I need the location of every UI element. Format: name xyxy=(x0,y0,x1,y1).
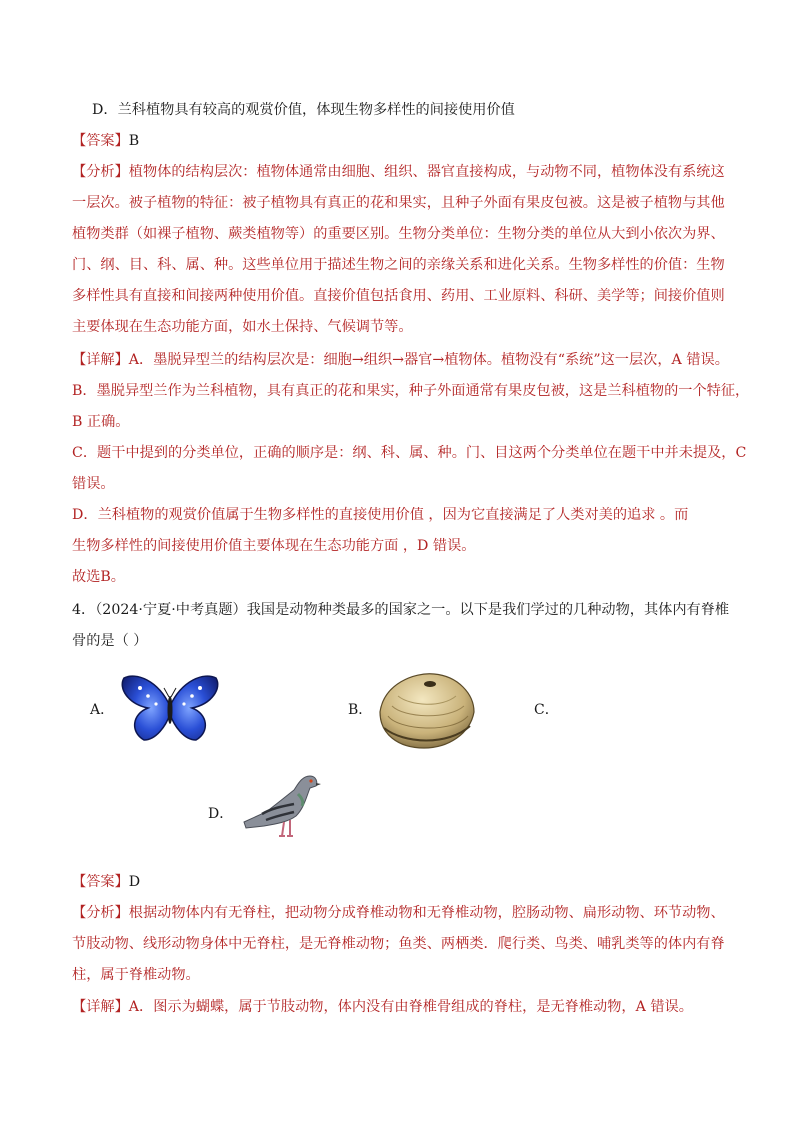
detail-tag: 【详解】 xyxy=(72,999,129,1015)
option-b-label: B． xyxy=(348,702,373,718)
q3-analysis-line: 一层次。被子植物的特征：被子植物具有真正的花和果实，且种子外面有果皮包被。这是被子植物与其他 xyxy=(72,195,725,211)
q3-detail-line: B．墨脱异型兰作为兰科植物，具有真正的花和果实，种子外面通常有果皮包被，这是兰科植物的一个特征， xyxy=(72,383,750,399)
answer-value: D xyxy=(128,874,141,890)
butterfly-image xyxy=(118,670,222,744)
q3-option-d: D．兰科植物具有较高的观赏价值，体现生物多样性的间接使用价值 xyxy=(92,102,515,118)
q4-analysis-line: 【分析】根据动物体内有无脊柱，把动物分成脊椎动物和无脊椎动物，腔肠动物、扁形动物、环节动物、 xyxy=(72,905,725,921)
option-c-label: C． xyxy=(534,702,559,718)
q3-detail-line: 故选B。 xyxy=(72,569,125,585)
q4-detail-line: 【详解】A．图示为蝴蝶，属于节肢动物，体内没有由脊椎骨组成的脊柱，是无脊椎动物，A 错误。 xyxy=(72,999,693,1015)
answer-tag: 【答案】 xyxy=(72,874,129,890)
q3-analysis-line: 主要体现在生态功能方面，如水土保持、气候调节等。 xyxy=(72,319,413,335)
q3-analysis-line: 多样性具有直接和间接两种使用价值。直接价值包括食用、药用、工业原料、科研、美学等；间接价值则 xyxy=(72,288,725,304)
option-a-label: A． xyxy=(90,702,115,718)
answer-value: B xyxy=(128,133,140,149)
q3-detail-line: B 正确。 xyxy=(72,414,130,430)
pigeon-image xyxy=(240,768,322,844)
q3-analysis-line: 植物类群（如裸子植物、蕨类植物等）的重要区别。生物分类单位：生物分类的单位从大到小依次为界、 xyxy=(72,226,725,242)
detail-tag: 【详解】 xyxy=(72,352,129,368)
q3-detail-line: 【详解】A．墨脱异型兰的结构层次是：细胞→组织→器官→植物体。植物没有“系统”这一层次，A 错误。 xyxy=(72,352,729,368)
q4-stem-line: 骨的是（ ） xyxy=(72,633,148,649)
option-d-label: D． xyxy=(208,806,234,822)
q4-stem-line: 4．（2024·宁夏·中考真题）我国是动物种类最多的国家之一。以下是我们学过的几种动物，其体内有脊椎 xyxy=(72,602,730,618)
q3-detail-line: 生物多样性的间接使用价值主要体现在生态功能方面 ，D 错误。 xyxy=(72,538,476,554)
q4-analysis-line: 柱，属于脊椎动物。 xyxy=(72,967,200,983)
q3-analysis-line: 【分析】植物体的结构层次：植物体通常由细胞、组织、器官直接构成，与动物不同，植物体没有系统这 xyxy=(72,164,725,180)
q3-answer xyxy=(72,131,139,151)
clam-image xyxy=(374,668,478,752)
q4-answer xyxy=(72,872,140,892)
q3-detail-line: 错误。 xyxy=(72,476,115,492)
answer-tag: 【答案】 xyxy=(72,133,129,149)
q3-analysis-line: 门、纲、目、科、属、种。这些单位用于描述生物之间的亲缘关系和进化关系。生物多样性的价值：生物 xyxy=(72,257,725,273)
q3-detail-line: C．题干中提到的分类单位，正确的顺序是：纲、科、属、种。门、目这两个分类单位在题干中并未提及，C xyxy=(72,445,747,461)
analysis-tag: 【分析】 xyxy=(72,164,129,180)
analysis-tag: 【分析】 xyxy=(72,905,129,921)
q3-detail-line: D．兰科植物的观赏价值属于生物多样性的直接使用价值 ，因为它直接满足了人类对美的追求 。而 xyxy=(72,507,689,523)
q4-analysis-line: 节肢动物、线形动物身体中无脊柱，是无脊椎动物；鱼类、两栖类．爬行类、鸟类、哺乳类等的体内有脊 xyxy=(72,936,725,952)
